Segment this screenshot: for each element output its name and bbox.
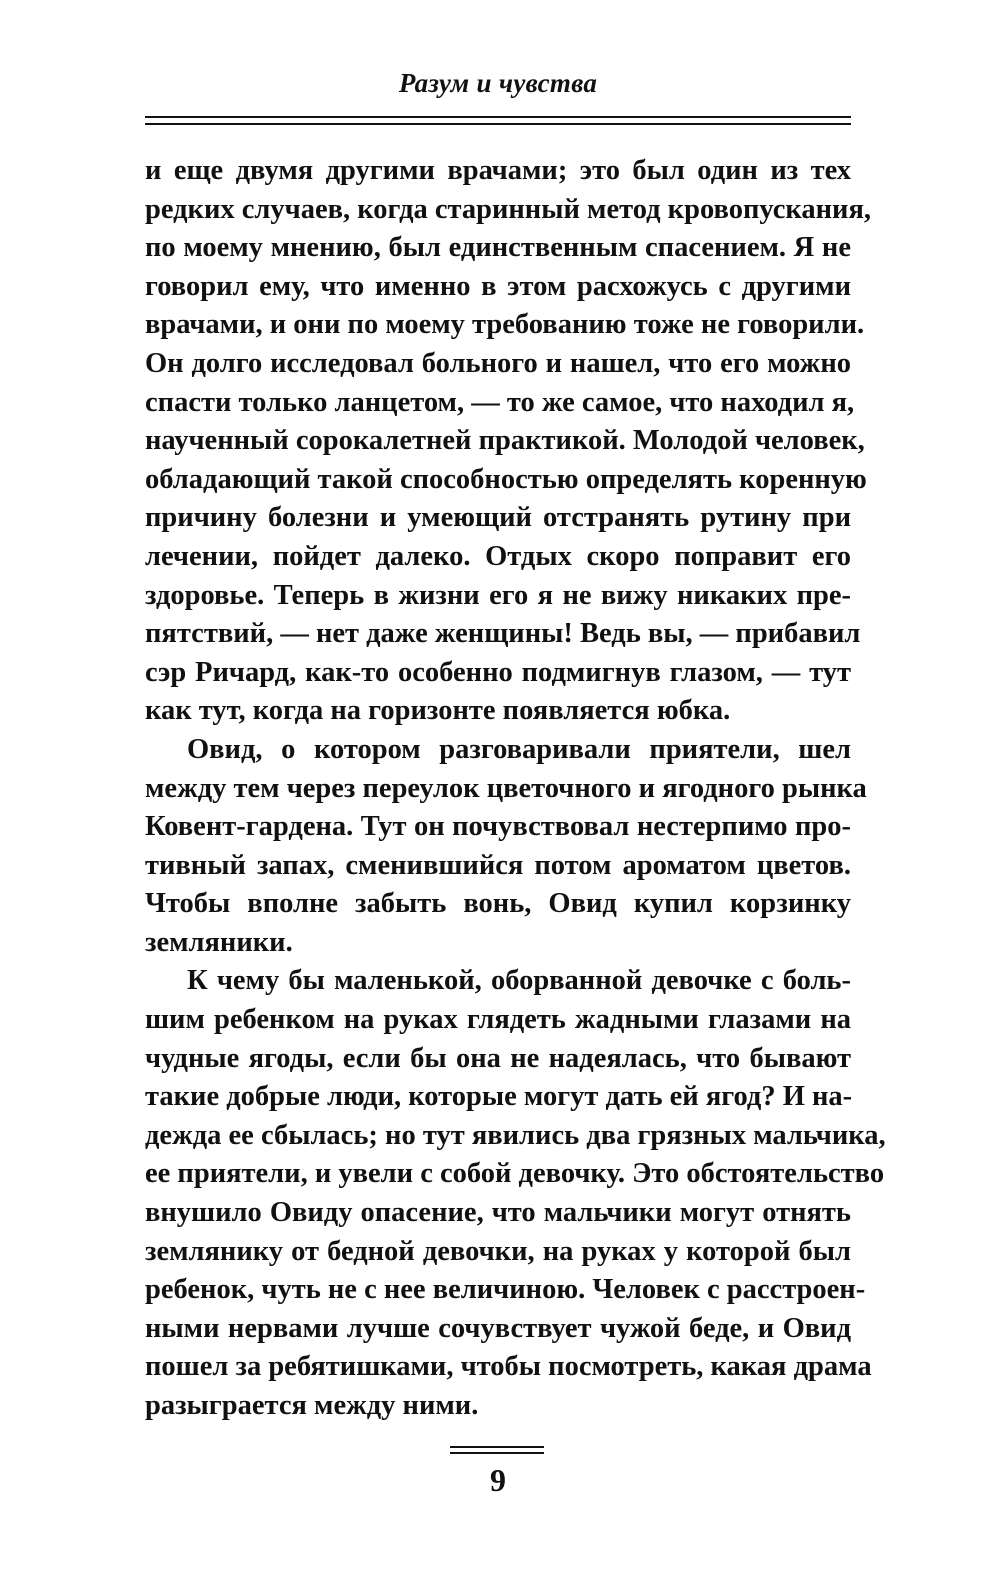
body-text bbox=[145, 152, 886, 1426]
running-title: Разум и чувства bbox=[398, 68, 598, 98]
text-line: пошел за ребятишками, чтобы посмотреть, какая драма bbox=[145, 1351, 872, 1383]
text-line: разыграется между ними. bbox=[145, 1390, 479, 1421]
text-line: между тем через переулок цветочного и ягодного рынка bbox=[145, 772, 867, 804]
text-line: пятствий, — нет даже женщины! Ведь вы, — прибавил bbox=[145, 618, 861, 650]
text-line: шим ребенком на руках глядеть жадными глазами на bbox=[145, 1004, 851, 1036]
text-line: сэр Ричард, как-то особенно подмигнув глазом, — тут bbox=[145, 656, 851, 688]
text-line: чудные ягоды, если бы она не надеялась, что бывают bbox=[145, 1042, 851, 1074]
header-rule-lower bbox=[145, 123, 851, 125]
text-line: К чему бы маленькой, оборванной девочке с боль- bbox=[187, 965, 851, 997]
text-line: как тут, когда на горизонте появляется юбка. bbox=[145, 695, 731, 727]
text-line: ее приятели, и увели с собой девочку. Это обстоятельство bbox=[145, 1158, 885, 1190]
text-line: внушило Овиду опасение, что мальчики могут отнять bbox=[145, 1197, 851, 1229]
text-line: Чтобы вполне забыть вонь, Овид купил корзинку bbox=[145, 888, 851, 920]
text-line: лечении, пойдет далеко. Отдых скоро поправит его bbox=[145, 540, 851, 572]
text-line: дежда ее сбылась; но тут явились два грязных мальчика, bbox=[145, 1119, 886, 1151]
text-line: причину болезни и умеющий отстранять рутину при bbox=[145, 502, 851, 534]
text-line: тивный запах, сменившийся потом ароматом цветов. bbox=[145, 849, 851, 881]
text-line: врачами, и они по моему требованию тоже не говорили. bbox=[145, 309, 865, 341]
text-line: землянику от бедной девочки, на руках у которой был bbox=[145, 1235, 851, 1267]
text-line: наученный сорокалетней практикой. Молодой человек, bbox=[145, 425, 865, 457]
text-line: Ковент-гардена. Тут он почувствовал нестерпимо про- bbox=[145, 811, 851, 843]
text-line: говорил ему, что именно в этом расхожусь с другими bbox=[145, 270, 851, 302]
text-line: по моему мнению, был единственным спасением. Я не bbox=[145, 232, 851, 264]
text-line: земляники. bbox=[145, 926, 293, 958]
header-rule-upper bbox=[145, 116, 851, 118]
text-line: здоровье. Теперь в жизни его я не вижу никаких пре- bbox=[145, 579, 851, 611]
footer-rule-upper bbox=[450, 1446, 544, 1448]
text-line: редких случаев, когда старинный метод кровопускания, bbox=[145, 193, 872, 225]
text-line: обладающий такой способностью определять коренную bbox=[145, 463, 867, 495]
text-line: ребенок, чуть не с нее величиною. Человек с расстроен- bbox=[145, 1274, 866, 1306]
page-number: 9 bbox=[490, 1462, 506, 1498]
text-line: и еще двумя другими врачами; это был один из тех bbox=[145, 155, 851, 186]
text-line: Он долго исследовал больного и нашел, что его можно bbox=[145, 347, 851, 379]
text-line: такие добрые люди, которые могут дать ей ягод? И на- bbox=[145, 1081, 853, 1113]
text-line: Овид, о котором разговаривали приятели, шел bbox=[187, 733, 851, 765]
footer-rule-lower bbox=[450, 1452, 544, 1454]
text-line: ными нервами лучше сочувствует чужой беде, и Овид bbox=[145, 1312, 851, 1344]
text-line: спасти только ланцетом, — то же самое, что находил я, bbox=[145, 386, 855, 418]
